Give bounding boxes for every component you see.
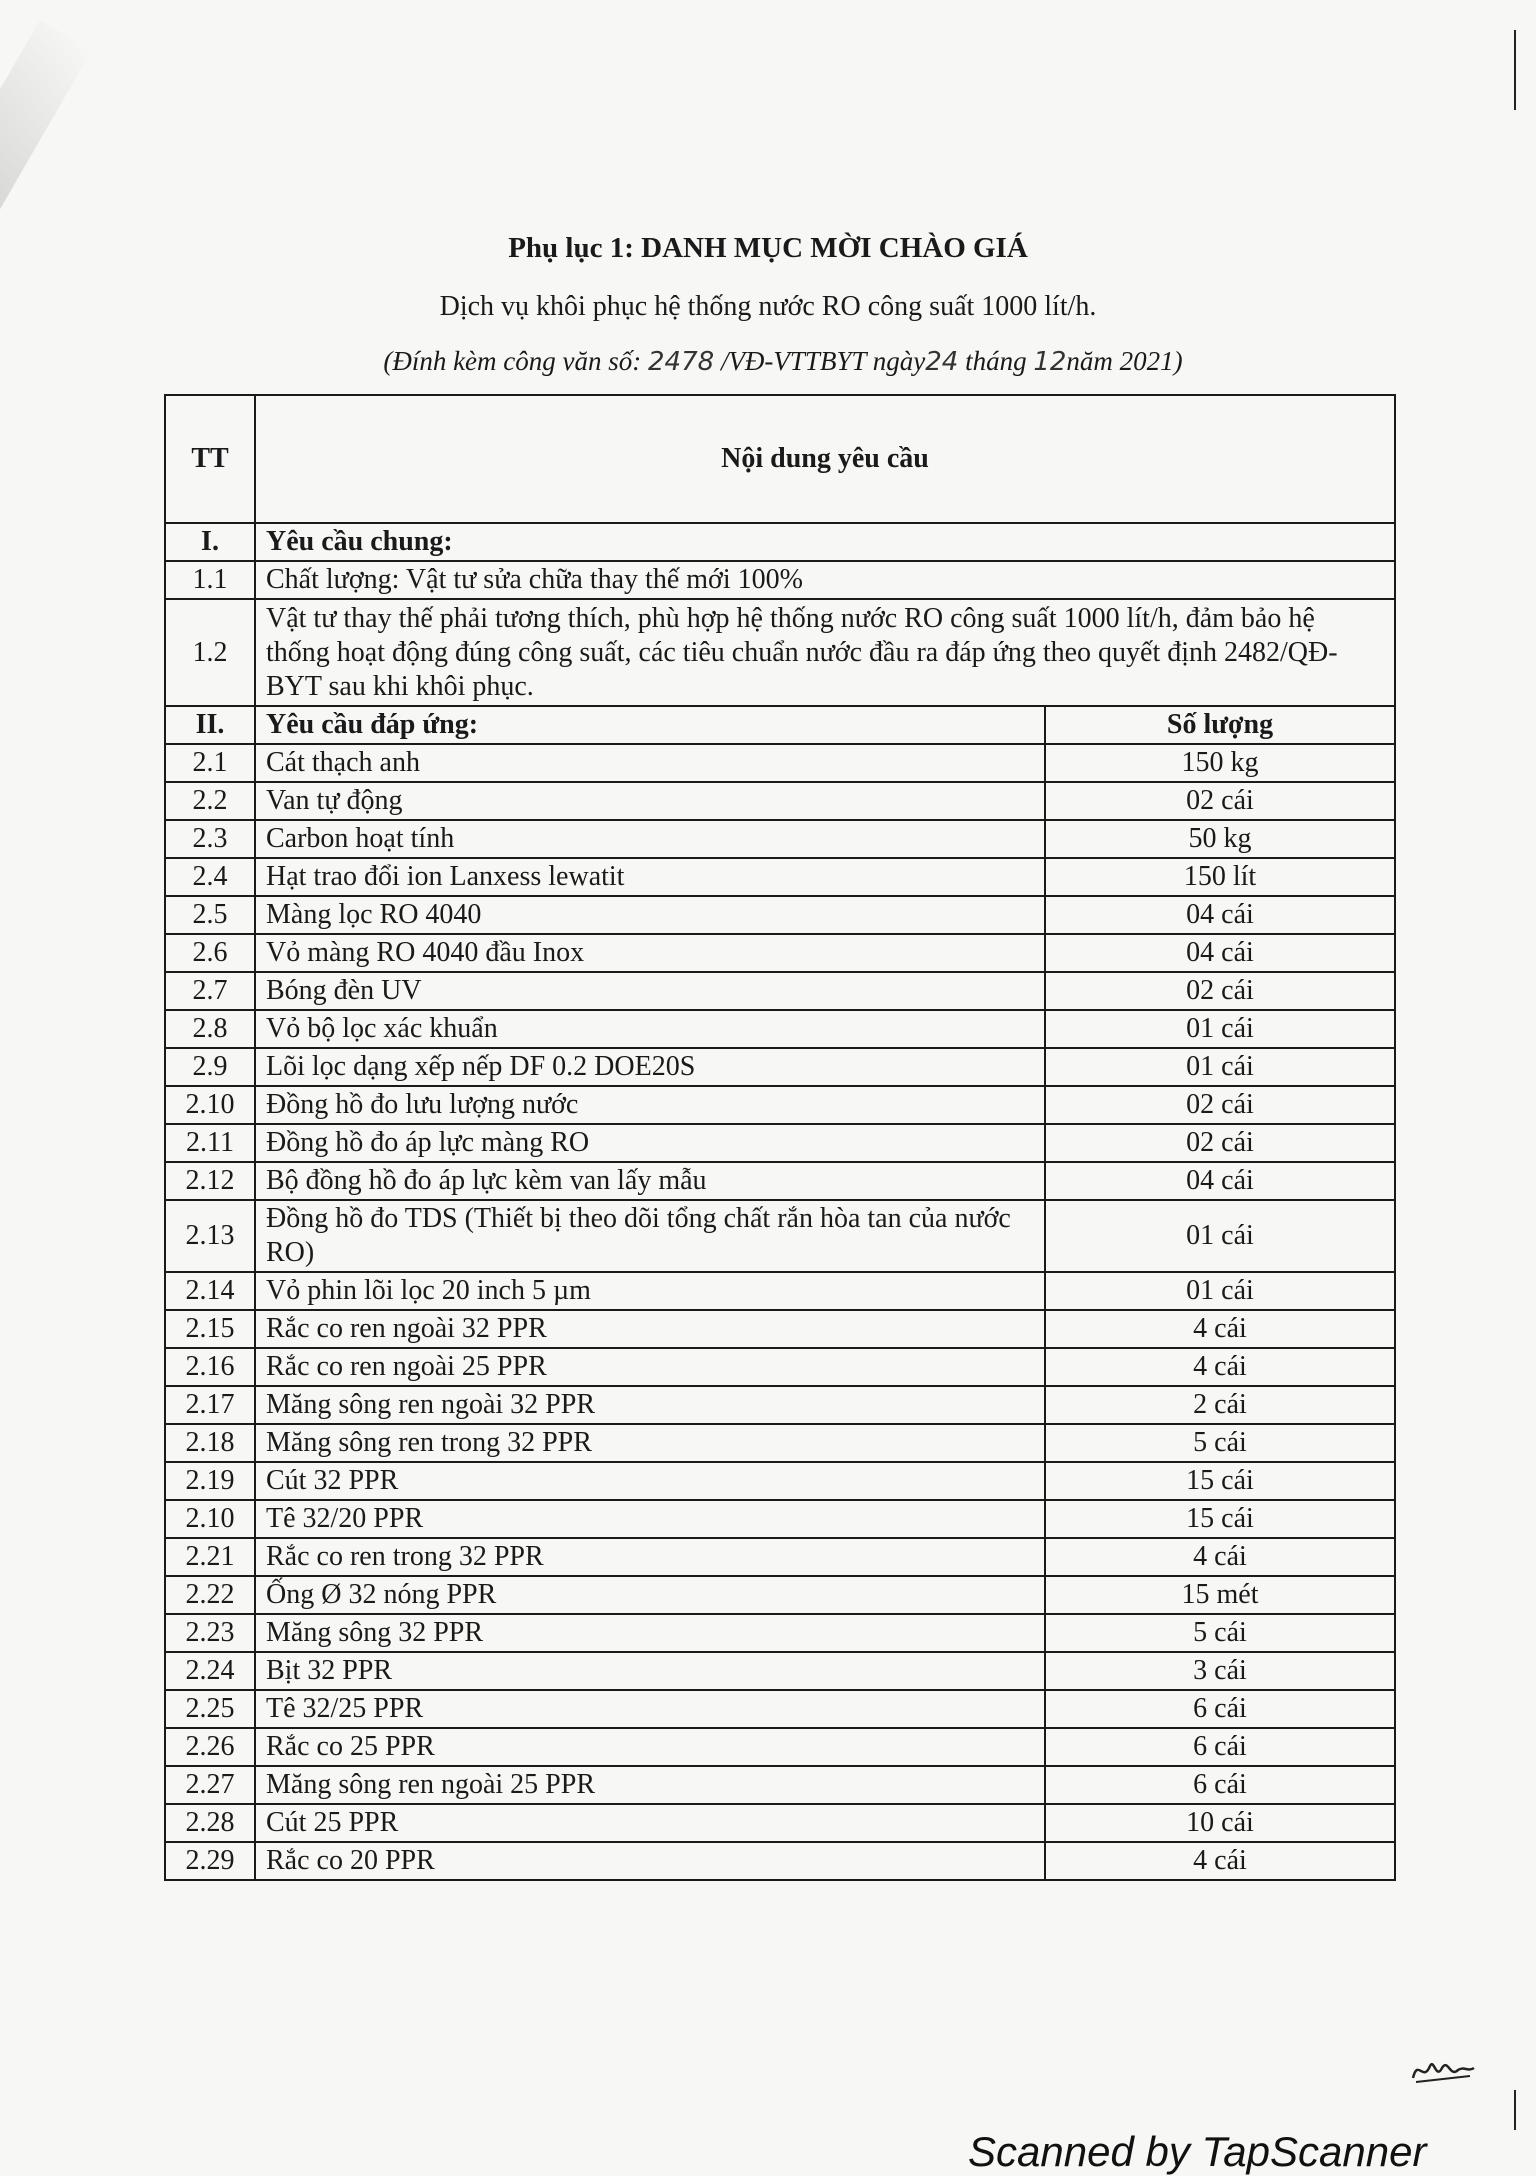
row-item-name: Cút 32 PPR (255, 1462, 1045, 1500)
row-text: Chất lượng: Vật tư sửa chữa thay thế mới 100% (255, 561, 1395, 599)
table-row (165, 599, 1395, 706)
table-row (165, 1538, 1395, 1576)
ref-day-handwritten: 24 (925, 347, 959, 377)
section-tt: I. (165, 523, 255, 561)
col-header-quantity: Số lượng (1045, 706, 1395, 744)
table-row (165, 972, 1395, 1010)
row-quantity: 15 cái (1045, 1462, 1395, 1500)
row-tt: 2.14 (165, 1272, 255, 1310)
row-item-name: Măng sông 32 PPR (255, 1614, 1045, 1652)
table-row (165, 1310, 1395, 1348)
table-row (165, 1500, 1395, 1538)
row-quantity: 01 cái (1045, 1272, 1395, 1310)
requirements-table (164, 394, 1396, 1881)
table-row (165, 1614, 1395, 1652)
row-tt: 2.19 (165, 1462, 255, 1500)
row-item-name: Màng lọc RO 4040 (255, 896, 1045, 934)
row-tt: 2.8 (165, 1010, 255, 1048)
row-quantity: 01 cái (1045, 1048, 1395, 1086)
document-title: Phụ lục 1: DANH MỤC MỜI CHÀO GIÁ (508, 232, 1028, 264)
row-tt: 2.11 (165, 1124, 255, 1162)
row-tt: 2.18 (165, 1424, 255, 1462)
document-subtitle: Dịch vụ khôi phục hệ thống nước RO công suất 1000 lít/h. (439, 291, 1097, 322)
row-tt: 2.16 (165, 1348, 255, 1386)
row-tt: 2.4 (165, 858, 255, 896)
row-item-name: Măng sông ren trong 32 PPR (255, 1424, 1045, 1462)
row-item-name: Đồng hồ đo áp lực màng RO (255, 1124, 1045, 1162)
row-quantity: 04 cái (1045, 1162, 1395, 1200)
row-quantity: 10 cái (1045, 1804, 1395, 1842)
row-quantity: 01 cái (1045, 1200, 1395, 1272)
row-tt: 2.24 (165, 1652, 255, 1690)
row-item-name: Rắc co 25 PPR (255, 1728, 1045, 1766)
col-header-content: Nội dung yêu cầu (255, 395, 1395, 523)
table-row (165, 1766, 1395, 1804)
section-row-requirements (165, 706, 1395, 744)
section-tt: II. (165, 706, 255, 744)
row-item-name: Carbon hoạt tính (255, 820, 1045, 858)
document-reference (0, 342, 1536, 381)
row-quantity: 4 cái (1045, 1348, 1395, 1386)
row-text: Vật tư thay thế phải tương thích, phù hợp hệ thống nước RO công suất 1000 lít/h, đảm bảo hệ thống hoạt động đúng công suất, các tiêu chuẩn nước đầu ra đáp ứng theo quyết định 2482/QĐ-BYT sau khi khôi phục. (255, 599, 1395, 706)
section-title: Yêu cầu đáp ứng: (255, 706, 1045, 744)
table-row (165, 1200, 1395, 1272)
row-item-name: Đồng hồ đo lưu lượng nước (255, 1086, 1045, 1124)
row-item-name: Đồng hồ đo TDS (Thiết bị theo dõi tổng chất rắn hòa tan của nước RO) (255, 1200, 1045, 1272)
row-quantity: 02 cái (1045, 972, 1395, 1010)
table-row (165, 1048, 1395, 1086)
row-tt: 2.13 (165, 1200, 255, 1272)
row-quantity: 3 cái (1045, 1652, 1395, 1690)
table-row (165, 744, 1395, 782)
table-row (165, 1462, 1395, 1500)
document-header (0, 228, 1536, 381)
row-quantity: 02 cái (1045, 1124, 1395, 1162)
row-tt: 2.12 (165, 1162, 255, 1200)
row-tt: 2.10 (165, 1086, 255, 1124)
row-tt: 1.1 (165, 561, 255, 599)
row-item-name: Hạt trao đổi ion Lanxess lewatit (255, 858, 1045, 896)
signature-mark (1408, 2048, 1478, 2088)
row-tt: 2.5 (165, 896, 255, 934)
table-row (165, 820, 1395, 858)
row-tt: 2.17 (165, 1386, 255, 1424)
row-item-name: Rắc co 20 PPR (255, 1842, 1045, 1880)
row-tt: 2.27 (165, 1766, 255, 1804)
table-row (165, 1728, 1395, 1766)
table-row (165, 934, 1395, 972)
table-row (165, 1348, 1395, 1386)
table-row (165, 1124, 1395, 1162)
row-quantity: 4 cái (1045, 1842, 1395, 1880)
ref-number-handwritten: 2478 (648, 347, 715, 377)
row-item-name: Măng sông ren ngoài 32 PPR (255, 1386, 1045, 1424)
table-row (165, 858, 1395, 896)
row-quantity: 5 cái (1045, 1424, 1395, 1462)
table-row (165, 1086, 1395, 1124)
row-item-name: Lõi lọc dạng xếp nếp DF 0.2 DOE20S (255, 1048, 1045, 1086)
ref-mid: /VĐ-VTTBYT ngày (720, 346, 926, 376)
page-edge-top (1514, 30, 1516, 110)
row-item-name: Vỏ phin lõi lọc 20 inch 5 µm (255, 1272, 1045, 1310)
table-row (165, 1690, 1395, 1728)
row-quantity: 15 mét (1045, 1576, 1395, 1614)
table-row (165, 1804, 1395, 1842)
table-row (165, 1386, 1395, 1424)
row-tt: 2.25 (165, 1690, 255, 1728)
row-tt: 2.23 (165, 1614, 255, 1652)
ref-month-handwritten: 12 (1033, 347, 1067, 377)
row-tt: 2.2 (165, 782, 255, 820)
row-item-name: Tê 32/20 PPR (255, 1500, 1045, 1538)
row-tt: 2.21 (165, 1538, 255, 1576)
row-item-name: Bịt 32 PPR (255, 1652, 1045, 1690)
row-quantity: 6 cái (1045, 1766, 1395, 1804)
row-quantity: 50 kg (1045, 820, 1395, 858)
row-item-name: Vỏ bộ lọc xác khuẩn (255, 1010, 1045, 1048)
row-tt: 2.6 (165, 934, 255, 972)
row-quantity: 04 cái (1045, 896, 1395, 934)
row-quantity: 150 kg (1045, 744, 1395, 782)
row-tt: 1.2 (165, 599, 255, 706)
table-row (165, 1652, 1395, 1690)
col-header-tt: TT (165, 395, 255, 523)
row-quantity: 02 cái (1045, 782, 1395, 820)
table-row (165, 896, 1395, 934)
row-quantity: 15 cái (1045, 1500, 1395, 1538)
row-item-name: Van tự động (255, 782, 1045, 820)
row-item-name: Vỏ màng RO 4040 đầu Inox (255, 934, 1045, 972)
ref-month-label: tháng (965, 346, 1027, 376)
row-item-name: Ống Ø 32 nóng PPR (255, 1576, 1045, 1614)
table-row (165, 782, 1395, 820)
row-item-name: Rắc co ren ngoài 32 PPR (255, 1310, 1045, 1348)
row-quantity: 150 lít (1045, 858, 1395, 896)
ref-prefix: (Đính kèm công văn số: (383, 346, 642, 376)
row-tt: 2.28 (165, 1804, 255, 1842)
row-tt: 2.10 (165, 1500, 255, 1538)
row-quantity: 2 cái (1045, 1386, 1395, 1424)
table-row (165, 1162, 1395, 1200)
row-tt: 2.3 (165, 820, 255, 858)
section-row-general (165, 523, 1395, 561)
row-item-name: Tê 32/25 PPR (255, 1690, 1045, 1728)
page-edge-bottom (1514, 2090, 1516, 2130)
table-row (165, 1010, 1395, 1048)
row-quantity: 6 cái (1045, 1690, 1395, 1728)
row-quantity: 02 cái (1045, 1086, 1395, 1124)
row-item-name: Măng sông ren ngoài 25 PPR (255, 1766, 1045, 1804)
table-row (165, 1576, 1395, 1614)
table-row (165, 1424, 1395, 1462)
row-tt: 2.1 (165, 744, 255, 782)
row-quantity: 04 cái (1045, 934, 1395, 972)
row-item-name: Bộ đồng hồ đo áp lực kèm van lấy mẫu (255, 1162, 1045, 1200)
row-item-name: Rắc co ren trong 32 PPR (255, 1538, 1045, 1576)
row-quantity: 5 cái (1045, 1614, 1395, 1652)
row-quantity: 01 cái (1045, 1010, 1395, 1048)
table-header-row (165, 395, 1395, 523)
row-tt: 2.22 (165, 1576, 255, 1614)
row-tt: 2.9 (165, 1048, 255, 1086)
row-quantity: 6 cái (1045, 1728, 1395, 1766)
table-row (165, 561, 1395, 599)
ref-year: năm 2021) (1066, 346, 1183, 376)
row-quantity: 4 cái (1045, 1310, 1395, 1348)
section-title: Yêu cầu chung: (255, 523, 1395, 561)
row-tt: 2.15 (165, 1310, 255, 1348)
row-item-name: Cát thạch anh (255, 744, 1045, 782)
row-tt: 2.29 (165, 1842, 255, 1880)
scanner-watermark: Scanned by TapScanner (968, 2128, 1427, 2175)
table-row (165, 1272, 1395, 1310)
row-item-name: Bóng đèn UV (255, 972, 1045, 1010)
row-tt: 2.7 (165, 972, 255, 1010)
row-item-name: Cút 25 PPR (255, 1804, 1045, 1842)
row-item-name: Rắc co ren ngoài 25 PPR (255, 1348, 1045, 1386)
row-tt: 2.26 (165, 1728, 255, 1766)
table-row (165, 1842, 1395, 1880)
row-quantity: 4 cái (1045, 1538, 1395, 1576)
